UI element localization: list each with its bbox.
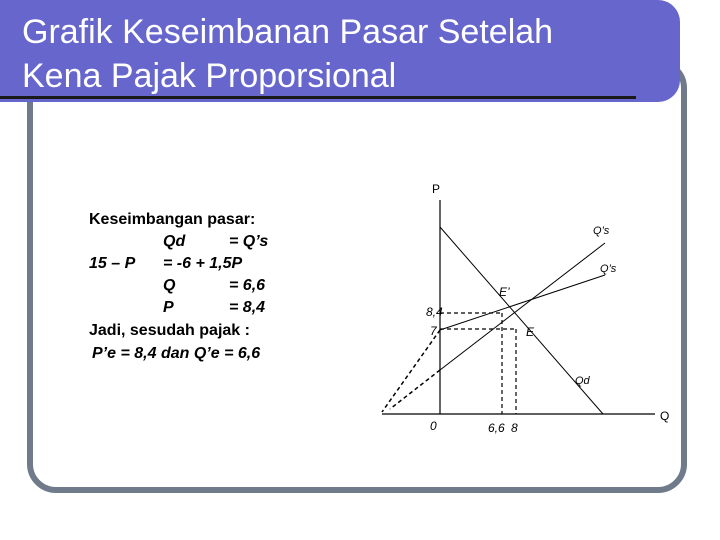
row3-mid: Q (163, 277, 176, 294)
row3-right: = 6,6 (229, 277, 266, 294)
demand-label: Qd (575, 375, 590, 387)
title-line-1: Grafik Keseimbanan Pasar Setelah (22, 13, 554, 51)
title-line-2: Kena Pajak Proporsional (22, 57, 397, 95)
supply-label: Q’s (600, 263, 617, 275)
quantity-tick-before-tax: 8 (511, 421, 518, 435)
equilibrium-label: E (526, 325, 535, 339)
price-tick-after-tax: 8,4 (426, 305, 443, 319)
equilibrium-heading: Keseimbangan pasar: (89, 211, 256, 228)
conclusion-text: Jadi, sesudah pajak : (89, 322, 250, 339)
row2-left: 15 – P (89, 255, 136, 272)
supply-extension (382, 330, 440, 412)
row4-right: = 8,4 (229, 299, 266, 316)
equilibrium-after-tax-label: E’ (499, 285, 510, 299)
row2-right: = -6 + 1,5P (163, 255, 243, 272)
row1-mid: Qd (163, 233, 186, 250)
price-tick-before-tax: 7 (430, 324, 437, 338)
origin-label: 0 (430, 419, 437, 433)
supply-after-tax-line (440, 243, 605, 370)
y-axis-label: P (432, 182, 441, 196)
quantity-tick-after-tax: 6,6 (488, 421, 505, 435)
supply-after-tax-label: Q’s (593, 225, 610, 237)
result-text: P’e = 8,4 dan Q’e = 6,6 (92, 345, 261, 362)
row1-right: = Q’s (229, 233, 269, 250)
x-axis-label: Q (660, 409, 670, 423)
row4-mid: P (163, 299, 174, 316)
